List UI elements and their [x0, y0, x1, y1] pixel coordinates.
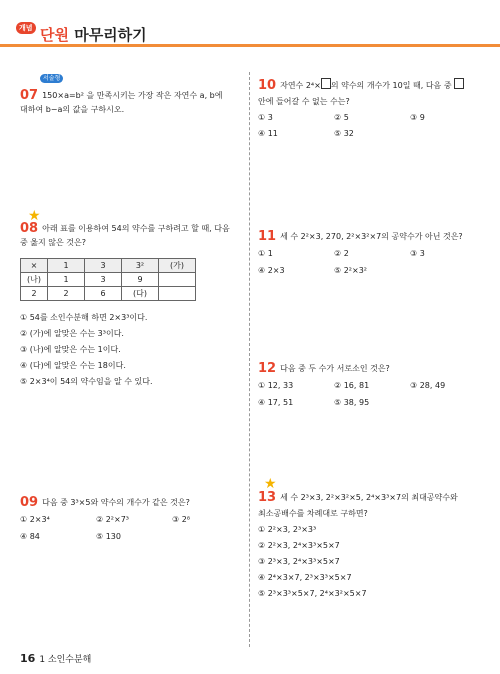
question-number: 12 [258, 361, 277, 376]
question-number: 11 [258, 229, 277, 244]
star-icon: ★ [28, 208, 41, 224]
question-07: 서술형 07 150×a=b² 을 만족시키는 가장 작은 자연수 a, b에 대하여 b−a의 값을 구하시오. [20, 75, 223, 114]
page-header [0, 0, 500, 62]
question-number: 10 [258, 78, 277, 93]
star-icon: ★ [264, 476, 277, 492]
question-11: 11 세 수 2²×3, 270, 2²×3²×7의 공약수가 아닌 것은? ① 1 ② 2 ③ 3 ④ 2×3 ⑤ 2²×3² [258, 229, 463, 275]
blank-box [454, 78, 464, 89]
column-divider [249, 72, 250, 647]
question-12: 12 다음 중 두 수가 서로소인 것은? ① 12, 33 ② 16, 81 ③ 28, 49 ④ 17, 51 ⑤ 38, 95 [258, 361, 446, 407]
header-badge: 개념 [16, 22, 36, 34]
question-number: 09 [20, 495, 39, 510]
question-number: 13 [258, 490, 277, 505]
question-10: 10 자연수 2⁴× 의 약수의 개수가 10일 때, 다음 중 안에 들어갈 수 없는 수는? ① 3 ② 5 ③ 9 ④ 11 ⑤ 32 [258, 78, 486, 142]
chapter-name: 1 소인수분해 [39, 655, 92, 665]
blank-box [321, 78, 331, 89]
question-08-choices: ① 54를 소인수분해 하면 2×3³이다. ② (가)에 알맞은 수는 3³이다. ③ (나)에 알맞은 수는 1이다. ④ (다)에 알맞은 수는 18이다. ⑤ 2×3⁴이 54의 약수임을 알 수 있다. [20, 313, 153, 386]
question-13: 13 세 수 2³×3, 2²×3²×5, 2⁴×3³×7의 최대공약수와 최소공배수를 차례대로 구하면? ① 2²×3, 2³×3³ ② 2²×3, 2⁴×3³×5×7 ③ 2³×3, 2⁴×3³×5×7 ④ 2⁴×3×7, 2³×3³×5×7 ⑤ 2³×3³×5×7, 2⁴×3²×5×7 [258, 490, 458, 598]
question-09: 09 다음 중 3³×5와 약수의 개수가 같은 것은? ① 2×3⁴ ② 2²×7³ ③ 2⁸ ④ 84 ⑤ 130 [20, 495, 191, 541]
question-number: 08 [20, 221, 39, 236]
page-title: 단원 마무리하기 [40, 26, 147, 44]
question-08: 08 아래 표를 이용하여 54의 약수를 구하려고 할 때, 다음 중 옳지 않은 것은? [20, 221, 230, 247]
question-number: 07 [20, 87, 39, 103]
page-number: 16 [20, 652, 36, 665]
page-footer [20, 652, 91, 665]
header-bar [0, 44, 500, 47]
tag-descriptive: 서술형 [40, 74, 63, 83]
divisor-table: × 1 3 3² (가) (나) 1 3 9 2 2 6 (다) [20, 258, 196, 301]
